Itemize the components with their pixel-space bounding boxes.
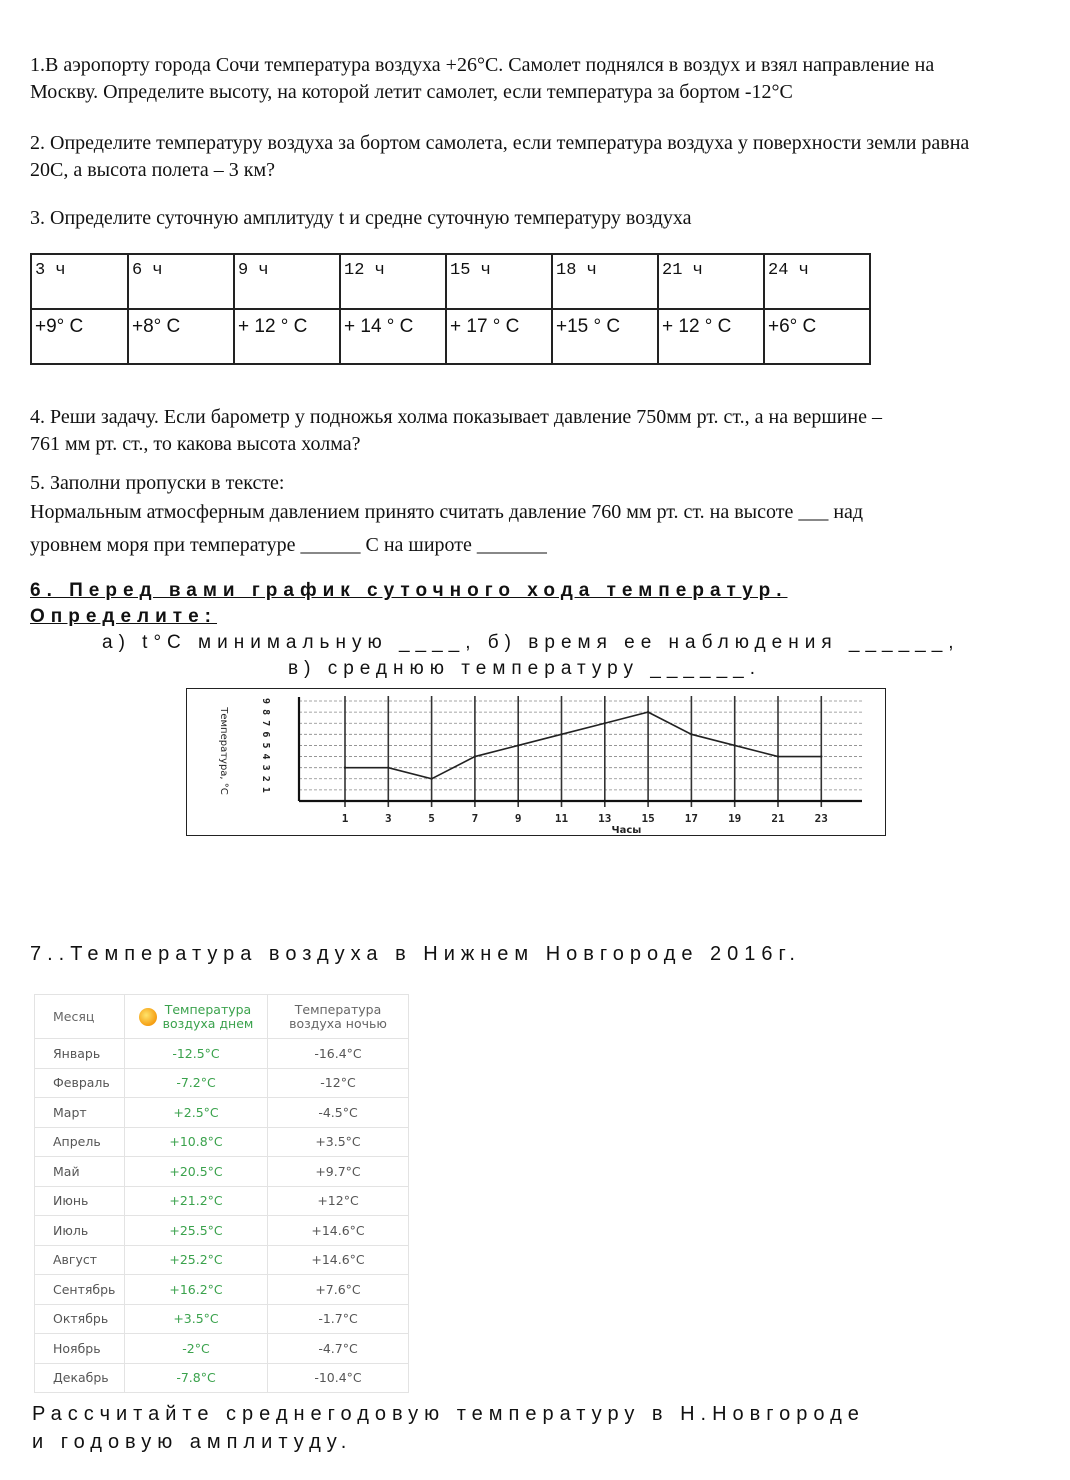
question-5-line-2: Нормальным атмосферным давлением принято считать давление 760 мм рт. ст. на высоте ___ над — [30, 501, 864, 523]
data-point — [517, 744, 519, 746]
y-tick-label: 7 — [260, 720, 271, 727]
day-temp-cell: +3.5°С — [125, 1304, 268, 1334]
data-point — [604, 722, 606, 724]
hourly-temperature-table — [30, 253, 871, 365]
month-cell: Август — [35, 1245, 125, 1275]
data-point — [820, 755, 822, 757]
x-tick-label: 17 — [684, 812, 699, 825]
y-tick-label: 9 — [260, 698, 271, 705]
night-temp-cell: -10.4°С — [268, 1363, 409, 1393]
y-tick-label: 1 — [260, 786, 271, 793]
day-header-line-2: воздуха днем — [162, 1015, 254, 1031]
data-point — [734, 744, 736, 746]
month-cell: Июнь — [35, 1186, 125, 1216]
night-temp-cell: -4.5°С — [268, 1098, 409, 1128]
x-axis-label: Часы — [611, 825, 642, 835]
data-point — [387, 766, 389, 768]
temp-cell: +8° С — [128, 309, 234, 364]
question-1-line-2: Москву. Определите высоту, на которой летит самолет, если температура за бортом -12°С — [30, 81, 793, 103]
month-cell: Март — [35, 1098, 125, 1128]
question-2-line-2: 20С, а высота полета – 3 км? — [30, 159, 275, 181]
y-axis-label: Температура, °С — [218, 707, 229, 795]
temp-cell: + 12 ° С — [234, 309, 340, 364]
hour-cell: 18 ч — [552, 254, 658, 309]
y-tick-label: 4 — [260, 753, 271, 760]
temp-cell: + 17 ° С — [446, 309, 552, 364]
x-tick-label: 19 — [728, 812, 742, 825]
question-6-subheading: Определите: — [30, 606, 218, 627]
table-row — [35, 1039, 409, 1069]
sun-icon — [139, 1008, 157, 1026]
hour-cell: 24 ч — [764, 254, 870, 309]
x-tick-label: 21 — [771, 812, 785, 825]
day-header-line-1: Температура — [164, 1001, 252, 1017]
day-temp-cell: +16.2°С — [125, 1275, 268, 1305]
night-temp-cell: +3.5°С — [268, 1127, 409, 1157]
temperature-chart-frame — [186, 688, 886, 836]
x-tick-label: 9 — [514, 812, 522, 825]
table-row — [35, 1127, 409, 1157]
month-cell: Сентябрь — [35, 1275, 125, 1305]
question-7-title: 7..Температура воздуха в Нижнем Новгороде 2016г. — [30, 943, 801, 965]
question-3-text: 3. Определите суточную амплитуду t и средне суточную температуру воздуха — [30, 207, 692, 229]
data-point — [560, 733, 562, 735]
hour-cell: 9 ч — [234, 254, 340, 309]
question-2-line-1: 2. Определите температуру воздуха за бортом самолета, если температура воздуха у поверхности земли равна — [30, 132, 970, 154]
x-tick-label: 3 — [384, 812, 392, 825]
question-4 — [30, 404, 1050, 458]
temperature-chart — [187, 689, 885, 835]
table-row — [35, 1304, 409, 1334]
month-cell: Июль — [35, 1216, 125, 1246]
hour-cell: 3 ч — [31, 254, 128, 309]
temp-cell: + 12 ° С — [658, 309, 764, 364]
hour-cell: 6 ч — [128, 254, 234, 309]
month-header: Месяц — [35, 995, 125, 1039]
x-tick-label: 13 — [598, 812, 612, 825]
table-row — [35, 1186, 409, 1216]
temp-cell: +15 ° С — [552, 309, 658, 364]
question-5 — [30, 470, 1050, 559]
monthly-temperature-table — [34, 994, 409, 1393]
table-row — [35, 1275, 409, 1305]
table-row — [35, 1363, 409, 1393]
day-temp-cell: +10.8°С — [125, 1127, 268, 1157]
hours-row — [31, 254, 870, 309]
day-temp-cell: -12.5°С — [125, 1039, 268, 1069]
month-cell: Май — [35, 1157, 125, 1187]
x-tick-label: 15 — [641, 812, 655, 825]
night-temp-cell: -12°С — [268, 1068, 409, 1098]
question-4-line-2: 761 мм рт. ст., то какова высота холма? — [30, 433, 361, 455]
night-temp-cell: -1.7°С — [268, 1304, 409, 1334]
question-1-line-1: 1.В аэропорту города Сочи температура воздуха +26°С. Самолет поднялся в воздух и взял направление на — [30, 54, 935, 76]
month-cell: Январь — [35, 1039, 125, 1069]
night-temp-cell: +9.7°С — [268, 1157, 409, 1187]
night-temp-header — [268, 995, 409, 1039]
data-point — [430, 778, 432, 780]
x-tick-label: 1 — [341, 812, 349, 825]
night-temp-cell: +12°С — [268, 1186, 409, 1216]
night-temp-cell: -16.4°С — [268, 1039, 409, 1069]
question-7-task-line-1: Рассчитайте среднегодовую температуру в Н.Новгороде — [32, 1403, 865, 1425]
data-point — [690, 733, 692, 735]
data-point — [647, 711, 649, 713]
data-point — [474, 755, 476, 757]
day-temp-cell: -7.8°С — [125, 1363, 268, 1393]
hour-cell: 15 ч — [446, 254, 552, 309]
question-5-line-1: 5. Заполни пропуски в тексте: — [30, 472, 285, 494]
table-header-row — [35, 995, 409, 1039]
temp-cell: +6° С — [764, 309, 870, 364]
table-row — [35, 1245, 409, 1275]
day-temp-cell: +2.5°С — [125, 1098, 268, 1128]
night-temp-cell: +14.6°С — [268, 1216, 409, 1246]
night-temp-cell: +7.6°С — [268, 1275, 409, 1305]
month-cell: Ноябрь — [35, 1334, 125, 1364]
month-cell: Декабрь — [35, 1363, 125, 1393]
temp-cell: + 14 ° С — [340, 309, 446, 364]
month-cell: Апрель — [35, 1127, 125, 1157]
night-temp-cell: +14.6°С — [268, 1245, 409, 1275]
question-6-line-a: а) t°С минимальную ____, б) время ее наблюдения ______, — [102, 632, 960, 653]
question-5-line-3: уровнем моря при температуре ______ С на широте _______ — [30, 534, 547, 556]
y-tick-label: 5 — [260, 742, 271, 749]
night-temp-cell: -4.7°С — [268, 1334, 409, 1364]
data-point — [344, 766, 346, 768]
day-temp-cell: +25.5°С — [125, 1216, 268, 1246]
hour-cell: 21 ч — [658, 254, 764, 309]
y-tick-label: 2 — [260, 775, 271, 782]
night-header-line-1: Температура — [294, 1001, 382, 1017]
hour-cell: 12 ч — [340, 254, 446, 309]
day-temp-cell: +21.2°С — [125, 1186, 268, 1216]
table-row — [35, 1216, 409, 1246]
y-tick-label: 3 — [260, 764, 271, 771]
day-temp-cell: +25.2°С — [125, 1245, 268, 1275]
table-row — [35, 1334, 409, 1364]
question-6-line-b: в) среднюю температуру ______. — [288, 658, 761, 679]
y-tick-label: 8 — [260, 709, 271, 716]
question-7-task-line-2: и годовую амплитуду. — [32, 1431, 353, 1453]
x-tick-label: 23 — [814, 812, 828, 825]
table-row — [35, 1157, 409, 1187]
x-tick-label: 11 — [554, 812, 569, 825]
day-temp-header — [125, 995, 268, 1039]
day-temp-cell: -7.2°С — [125, 1068, 268, 1098]
question-6-heading: 6. Перед вами график суточного хода температур. — [30, 580, 788, 601]
month-cell: Февраль — [35, 1068, 125, 1098]
table-row — [35, 1098, 409, 1128]
temp-cell: +9° С — [31, 309, 128, 364]
month-cell: Октябрь — [35, 1304, 125, 1334]
question-1 — [30, 52, 1050, 106]
day-temp-cell: +20.5°С — [125, 1157, 268, 1187]
x-tick-label: 7 — [471, 812, 479, 825]
temps-row — [31, 309, 870, 364]
y-tick-label: 6 — [260, 731, 271, 738]
table-row — [35, 1068, 409, 1098]
night-header-line-2: воздуха ночью — [289, 1015, 387, 1031]
data-point — [777, 755, 779, 757]
question-2 — [30, 130, 1050, 184]
x-tick-label: 5 — [428, 812, 435, 825]
question-4-line-1: 4. Реши задачу. Если барометр у подножья холма показывает давление 750мм рт. ст., а на вершине – — [30, 406, 883, 428]
day-temp-cell: -2°С — [125, 1334, 268, 1364]
